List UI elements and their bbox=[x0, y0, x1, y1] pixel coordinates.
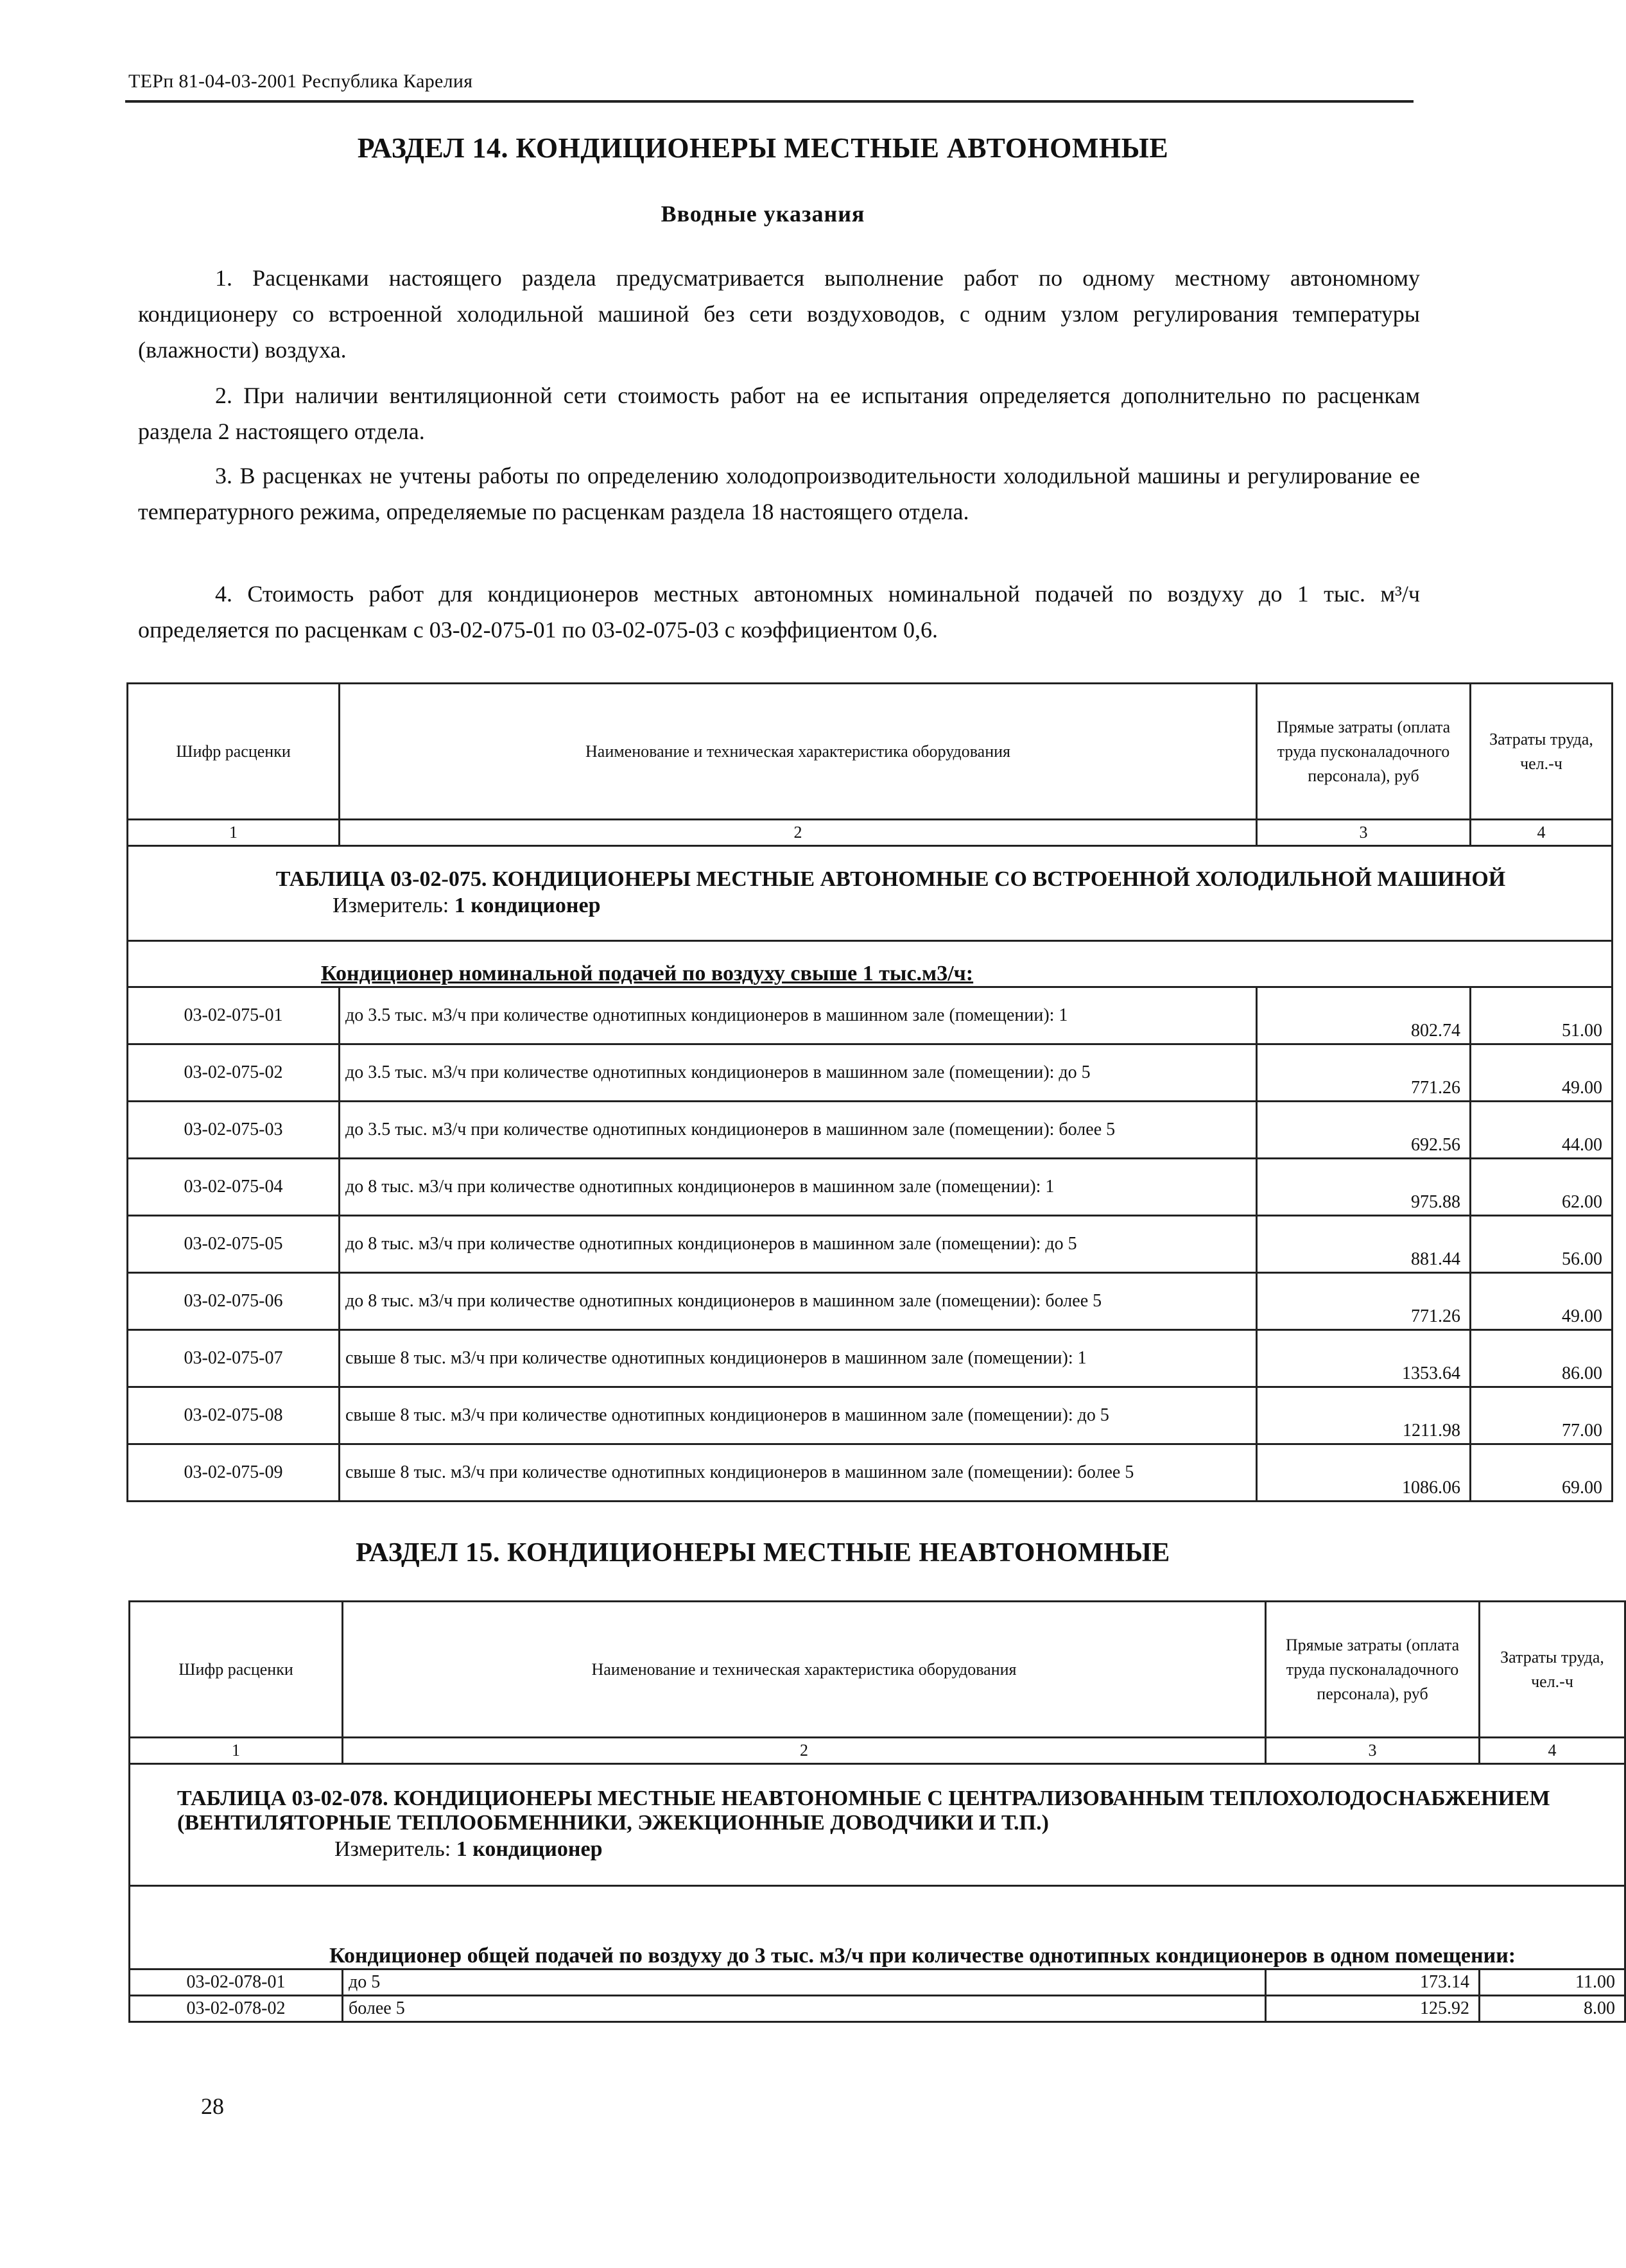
rate-code: 03-02-075-09 bbox=[128, 1444, 340, 1502]
col-header-direct-cost: Прямые затраты (оплата труда пусконаладочного персонала), руб bbox=[1257, 684, 1471, 820]
direct-cost: 771.26 bbox=[1257, 1273, 1471, 1330]
direct-cost: 975.88 bbox=[1257, 1159, 1471, 1216]
table-row bbox=[128, 1387, 1613, 1444]
document-header: ТЕРп 81-04-03-2001 Республика Карелия bbox=[128, 71, 473, 92]
meter-value: 1 кондиционер bbox=[456, 1837, 603, 1861]
col-number: 2 bbox=[340, 820, 1257, 846]
rate-description: более 5 bbox=[343, 1996, 1266, 2022]
direct-cost: 1353.64 bbox=[1257, 1330, 1471, 1387]
table-caption: ТАБЛИЦА 03-02-075. КОНДИЦИОНЕРЫ МЕСТНЫЕ АВТОНОМНЫЕ СО ВСТРОЕННОЙ ХОЛОДИЛЬНОЙ МАШИНОЙ Измеритель: 1 кондиционер bbox=[128, 846, 1613, 941]
col-number: 1 bbox=[128, 820, 340, 846]
labor-cost: 11.00 bbox=[1480, 1969, 1625, 1996]
col-number: 1 bbox=[130, 1738, 343, 1764]
direct-cost: 771.26 bbox=[1257, 1044, 1471, 1102]
meter-value: 1 кондиционер bbox=[454, 893, 601, 917]
labor-cost: 8.00 bbox=[1480, 1996, 1625, 2022]
table-03-02-075 bbox=[126, 682, 1613, 1502]
table-03-02-078 bbox=[128, 1600, 1626, 2023]
table-body bbox=[128, 987, 1613, 1502]
labor-cost: 51.00 bbox=[1471, 987, 1613, 1044]
rate-code: 03-02-075-08 bbox=[128, 1387, 340, 1444]
labor-cost: 69.00 bbox=[1471, 1444, 1613, 1502]
col-number: 4 bbox=[1480, 1738, 1625, 1764]
page-number: 28 bbox=[201, 2093, 224, 2119]
paragraph-1: 1. Расценками настоящего раздела предусматривается выполнение работ по одному местному автономному кондиционеру со встроенной холодильной машиной без сети воздуховодов, с одним узлом регулирования температуры (влажности) воздуха. bbox=[138, 265, 1420, 363]
table-row bbox=[130, 1969, 1625, 1996]
col-header-labor: Затраты труда, чел.-ч bbox=[1471, 684, 1613, 820]
rate-code: 03-02-075-05 bbox=[128, 1216, 340, 1273]
rate-code: 03-02-075-07 bbox=[128, 1330, 340, 1387]
direct-cost: 1211.98 bbox=[1257, 1387, 1471, 1444]
rate-code: 03-02-075-06 bbox=[128, 1273, 340, 1330]
rate-description: до 3.5 тыс. м3/ч при количестве однотипных кондиционеров в машинном зале (помещении): до 5 bbox=[340, 1044, 1257, 1102]
direct-cost: 802.74 bbox=[1257, 987, 1471, 1044]
meter-label: Измеритель: bbox=[334, 1837, 451, 1861]
rate-code: 03-02-078-02 bbox=[130, 1996, 343, 2022]
table-caption: ТАБЛИЦА 03-02-078. КОНДИЦИОНЕРЫ МЕСТНЫЕ НЕАВТОНОМНЫЕ С ЦЕНТРАЛИЗОВАННЫМ ТЕПЛОХОЛОДОСНАБЖЕНИЕМ (ВЕНТИЛЯТОРНЫЕ ТЕПЛООБМЕННИКИ, ЭЖЕКЦИОННЫЕ ДОВОДЧИКИ И Т.П.) Измеритель: 1 кондиционер bbox=[130, 1764, 1625, 1886]
rate-code: 03-02-075-03 bbox=[128, 1102, 340, 1159]
col-number: 2 bbox=[343, 1738, 1266, 1764]
col-header-name: Наименование и техническая характеристика оборудования bbox=[343, 1602, 1266, 1738]
meter-label: Измеритель: bbox=[333, 893, 449, 917]
table-row bbox=[128, 1330, 1613, 1387]
col-header-labor: Затраты труда, чел.-ч bbox=[1480, 1602, 1625, 1738]
direct-cost: 173.14 bbox=[1266, 1969, 1480, 1996]
group-heading: Кондиционер номинальной подачей по воздуху свыше 1 тыс.м3/ч: bbox=[128, 941, 1613, 987]
rate-description: до 5 bbox=[343, 1969, 1266, 1996]
rate-description: до 8 тыс. м3/ч при количестве однотипных кондиционеров в машинном зале (помещении): до 5 bbox=[340, 1216, 1257, 1273]
rate-code: 03-02-075-04 bbox=[128, 1159, 340, 1216]
paragraph-2: 2. При наличии вентиляционной сети стоимость работ на ее испытания определяется дополнительно по расценкам раздела 2 настоящего отдела. bbox=[138, 383, 1420, 444]
table-row bbox=[128, 1102, 1613, 1159]
table-row bbox=[130, 1996, 1625, 2022]
table-row bbox=[128, 1216, 1613, 1273]
direct-cost: 881.44 bbox=[1257, 1216, 1471, 1273]
paragraph-3: 3. В расценках не учтены работы по определению холодопроизводительности холодильной машины и регулирование ее температурного режима, определяемые по расценкам раздела 18 настоящего отдела. bbox=[138, 463, 1420, 524]
rate-code: 03-02-078-01 bbox=[130, 1969, 343, 1996]
section-15-title: РАЗДЕЛ 15. КОНДИЦИОНЕРЫ МЕСТНЫЕ НЕАВТОНОМНЫЕ bbox=[356, 1538, 1170, 1568]
col-header-code: Шифр расценки bbox=[128, 684, 340, 820]
col-number: 3 bbox=[1257, 820, 1471, 846]
table-body bbox=[130, 1969, 1625, 2022]
rate-description: до 3.5 тыс. м3/ч при количестве однотипных кондиционеров в машинном зале (помещении): 1 bbox=[340, 987, 1257, 1044]
rate-code: 03-02-075-01 bbox=[128, 987, 340, 1044]
direct-cost: 125.92 bbox=[1266, 1996, 1480, 2022]
labor-cost: 77.00 bbox=[1471, 1387, 1613, 1444]
labor-cost: 56.00 bbox=[1471, 1216, 1613, 1273]
rate-description: свыше 8 тыс. м3/ч при количестве однотипных кондиционеров в машинном зале (помещении): до 5 bbox=[340, 1387, 1257, 1444]
labor-cost: 49.00 bbox=[1471, 1044, 1613, 1102]
rate-description: до 3.5 тыс. м3/ч при количестве однотипных кондиционеров в машинном зале (помещении): более 5 bbox=[340, 1102, 1257, 1159]
table-row bbox=[128, 987, 1613, 1044]
table-row bbox=[128, 1273, 1613, 1330]
table-row bbox=[128, 1044, 1613, 1102]
rate-code: 03-02-075-02 bbox=[128, 1044, 340, 1102]
paragraph-4: 4. Стоимость работ для кондиционеров местных автономных номинальной подачей по воздуху до 1 тыс. м³/ч определяется по расценкам с 03-02-075-01 по 03-02-075-03 с коэффициентом 0,6. bbox=[138, 581, 1420, 643]
labor-cost: 49.00 bbox=[1471, 1273, 1613, 1330]
table-row bbox=[128, 1159, 1613, 1216]
col-header-name: Наименование и техническая характеристика оборудования bbox=[340, 684, 1257, 820]
direct-cost: 692.56 bbox=[1257, 1102, 1471, 1159]
rate-description: свыше 8 тыс. м3/ч при количестве однотипных кондиционеров в машинном зале (помещении): более 5 bbox=[340, 1444, 1257, 1502]
intro-title: Вводные указания bbox=[661, 201, 865, 227]
table-row bbox=[128, 1444, 1613, 1502]
rate-description: до 8 тыс. м3/ч при количестве однотипных кондиционеров в машинном зале (помещении): 1 bbox=[340, 1159, 1257, 1216]
col-header-direct-cost: Прямые затраты (оплата труда пусконаладочного персонала), руб bbox=[1266, 1602, 1480, 1738]
rate-description: до 8 тыс. м3/ч при количестве однотипных кондиционеров в машинном зале (помещении): более 5 bbox=[340, 1273, 1257, 1330]
labor-cost: 44.00 bbox=[1471, 1102, 1613, 1159]
section-14-title: РАЗДЕЛ 14. КОНДИЦИОНЕРЫ МЕСТНЫЕ АВТОНОМНЫЕ bbox=[357, 132, 1169, 164]
labor-cost: 62.00 bbox=[1471, 1159, 1613, 1216]
col-number: 4 bbox=[1471, 820, 1613, 846]
col-number: 3 bbox=[1266, 1738, 1480, 1764]
col-header-code: Шифр расценки bbox=[130, 1602, 343, 1738]
header-rule bbox=[125, 100, 1414, 103]
rate-description: свыше 8 тыс. м3/ч при количестве однотипных кондиционеров в машинном зале (помещении): 1 bbox=[340, 1330, 1257, 1387]
labor-cost: 86.00 bbox=[1471, 1330, 1613, 1387]
group-heading: Кондиционер общей подачей по воздуху до 3 тыс. м3/ч при количестве однотипных кондиционеров в одном помещении: bbox=[130, 1886, 1625, 1969]
direct-cost: 1086.06 bbox=[1257, 1444, 1471, 1502]
